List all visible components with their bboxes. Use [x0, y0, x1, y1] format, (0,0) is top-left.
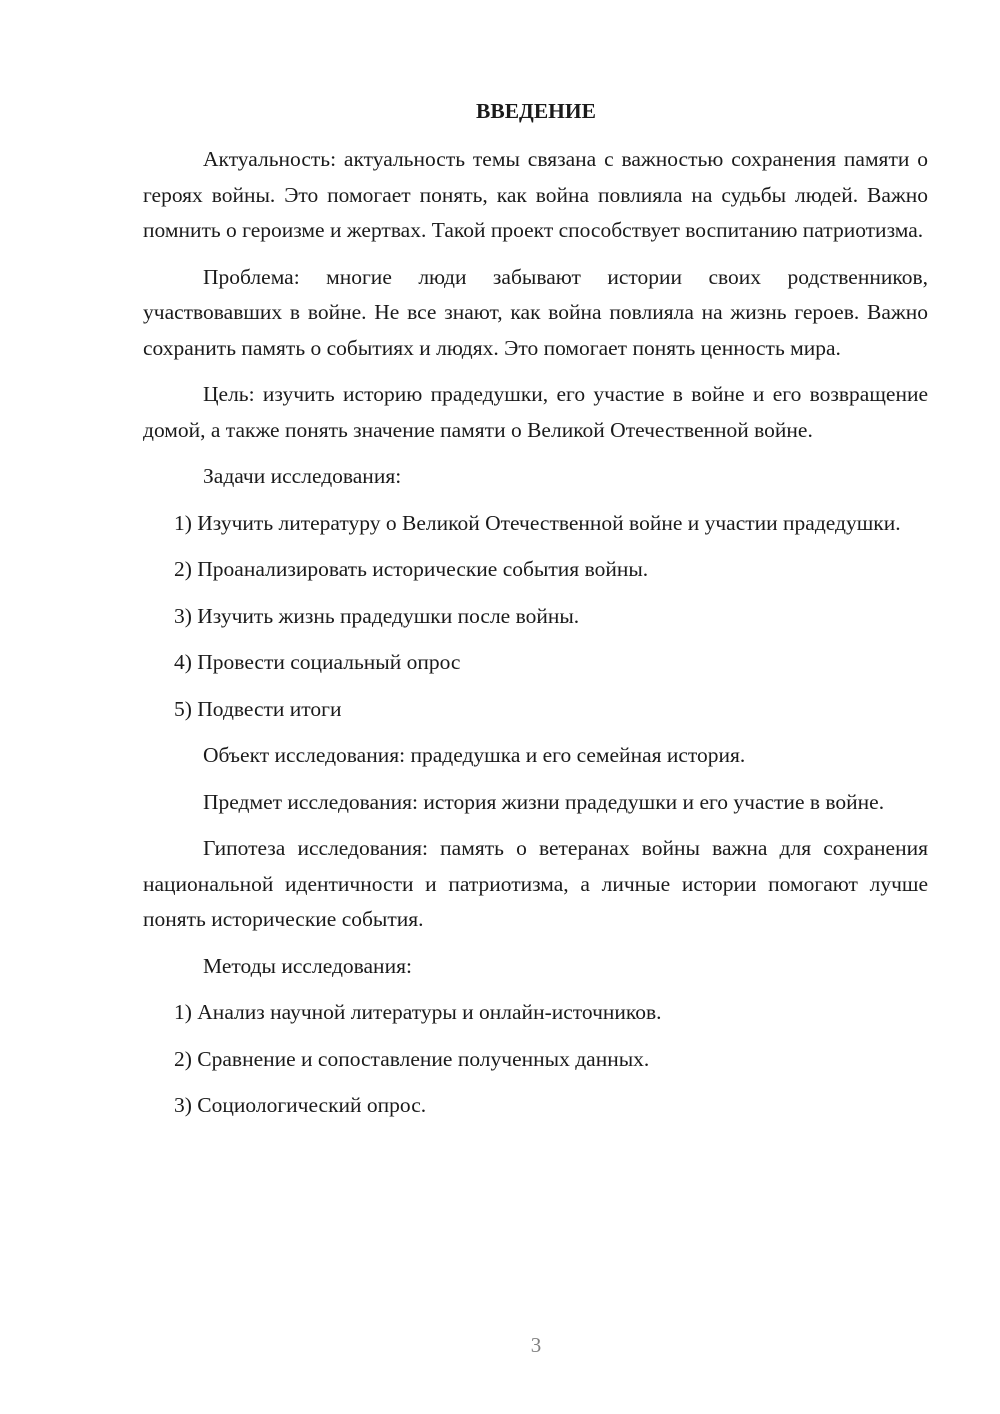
method-item: 3) Социологический опрос.: [174, 1093, 427, 1117]
hypothesis-paragraph: Гипотеза исследования: память о ветеранах войны важна для сохранения национальной идентичности и патриотизма, а личные истории помогают лучше понять исторические события.: [143, 836, 928, 931]
method-item: 1) Анализ научной литературы и онлайн-источников.: [174, 1000, 662, 1024]
task-item: 4) Провести социальный опрос: [174, 650, 461, 674]
object-paragraph: Объект исследования: прадедушка и его семейная история.: [203, 743, 746, 767]
page-content: [143, 142, 928, 1135]
task-item: 5) Подвести итоги: [174, 696, 342, 721]
task-item: 3) Изучить жизнь прадедушки после войны.: [174, 603, 580, 628]
method-item: 2) Сравнение и сопоставление полученных данных.: [174, 1046, 650, 1071]
page-number: 3: [530, 1333, 542, 1357]
section-title: ВВЕДЕНИЕ: [476, 99, 596, 123]
task-item: 1) Изучить литературу о Великой Отечественной войне и участии прадедушки.: [174, 510, 901, 535]
subject-paragraph: Предмет исследования: история жизни прадедушки и его участие в войне.: [203, 789, 885, 814]
goal-paragraph: Цель: изучить историю прадедушки, его участие в войне и его возвращение домой, а также понять значение памяти о Великой Отечественной войне.: [143, 382, 928, 442]
methods-heading: Методы исследования:: [203, 953, 412, 978]
problem-paragraph: Проблема: многие люди забывают истории своих родственников, участвовавших в войне. Не все знают, как война повлияла на жизнь героев. Важно сохранить память о событиях и людях. Это помогает понять ценность мира.: [143, 264, 928, 360]
task-item: 2) Проанализировать исторические события войны.: [174, 557, 649, 581]
relevance-paragraph: Актуальность: актуальность темы связана с важностью сохранения памяти о героях войны. Это помогает понять, как война повлияла на судьбы людей. Важно помнить о героизме и жертвах. Такой проект способствует воспитанию патриотизма.: [143, 147, 928, 242]
tasks-heading: Задачи исследования:: [203, 464, 402, 488]
